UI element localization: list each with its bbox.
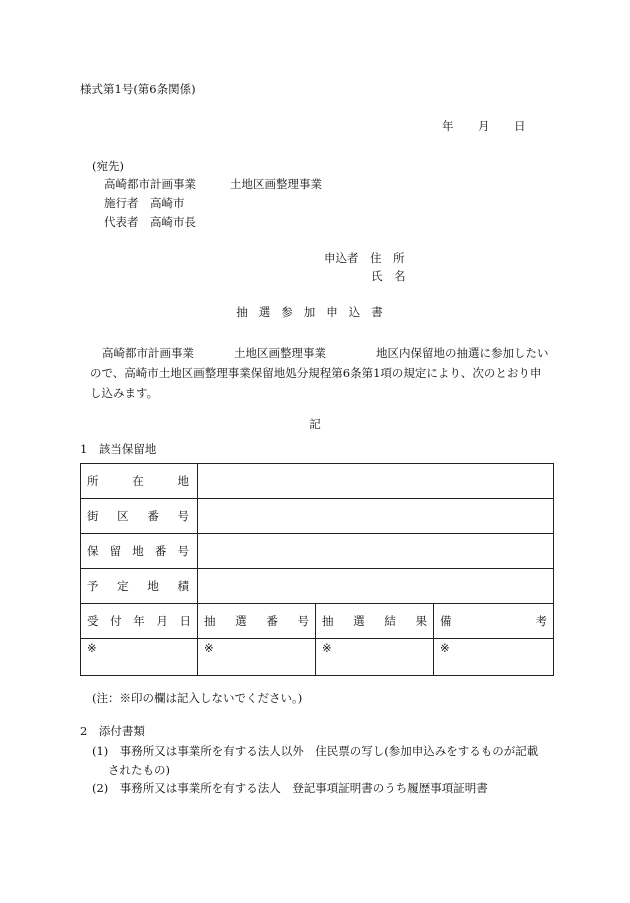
- table-row: [81, 534, 554, 569]
- reserved-land-table: [80, 463, 554, 676]
- row-label-planned-area: 予定地積: [81, 569, 198, 604]
- body-project-type: 土地区画整理事業: [234, 346, 326, 360]
- attachment-item-1: (1) 事務所又は事業所を有する法人以外 住民票の写し(参加申込みをするものが記載: [92, 744, 539, 758]
- form-number: 様式第1号(第6条関係): [80, 82, 196, 96]
- lottery-result-cell: ※: [316, 639, 434, 676]
- planned-area-value[interactable]: [198, 569, 554, 604]
- row-label-location: 所在地: [81, 464, 198, 499]
- applicant-address-label: 申込者 住 所: [324, 251, 405, 265]
- attachment-item-2: (2) 事務所又は事業所を有する法人 登記事項証明書のうち履歴事項証明書: [92, 781, 488, 795]
- ki-label: 記: [309, 417, 321, 431]
- addressee-label: (宛先): [92, 159, 124, 173]
- body-text-rest: 地区内保留地の抽選に参加したいので、高崎市土地区画整理事業保留地処分規程第6条第1項の規定により、次のとおり申し込みます。: [90, 346, 549, 400]
- document-title: 抽選参加申込書: [236, 305, 394, 319]
- body-paragraph: [90, 343, 552, 403]
- table-row: [81, 464, 554, 499]
- location-value[interactable]: [198, 464, 554, 499]
- day-label: 日: [514, 119, 526, 133]
- addressee-representative: 代表者 高崎市長: [104, 215, 196, 229]
- lottery-number-cell: ※: [198, 639, 316, 676]
- block-number-value[interactable]: [198, 499, 554, 534]
- header-lottery-result: 抽選結果: [316, 604, 434, 639]
- reserved-land-number-value[interactable]: [198, 534, 554, 569]
- body-project: 高崎都市計画事業: [102, 346, 194, 360]
- attachment-item-1-continued: されたもの): [108, 763, 170, 777]
- applicant-name-label: 氏 名: [371, 269, 406, 283]
- section2-heading: 2 添付書類: [80, 724, 145, 738]
- header-reception-date: 受付年月日: [81, 604, 198, 639]
- addressee-project-name: 高崎都市計画事業: [104, 177, 196, 191]
- row-label-block-number: 街区番号: [81, 499, 198, 534]
- table-note: (注：※印の欄は記入しないでください。): [92, 691, 303, 705]
- table-header-row: [81, 604, 554, 639]
- table-row: [81, 569, 554, 604]
- addressee-executor: 施行者 高崎市: [104, 196, 185, 210]
- row-label-reserved-land-number: 保留地番号: [81, 534, 198, 569]
- reception-date-cell: ※: [81, 639, 198, 676]
- table-row: [81, 499, 554, 534]
- remarks-cell: ※: [434, 639, 554, 676]
- header-lottery-number: 抽選番号: [198, 604, 316, 639]
- section1-heading: 1 該当保留地: [80, 442, 157, 456]
- header-remarks: 備考: [434, 604, 554, 639]
- date-line: [442, 118, 526, 134]
- table-row: [81, 639, 554, 676]
- year-label: 年: [442, 119, 454, 133]
- addressee-project: [104, 176, 322, 192]
- addressee-project-type: 土地区画整理事業: [230, 177, 322, 191]
- month-label: 月: [478, 119, 490, 133]
